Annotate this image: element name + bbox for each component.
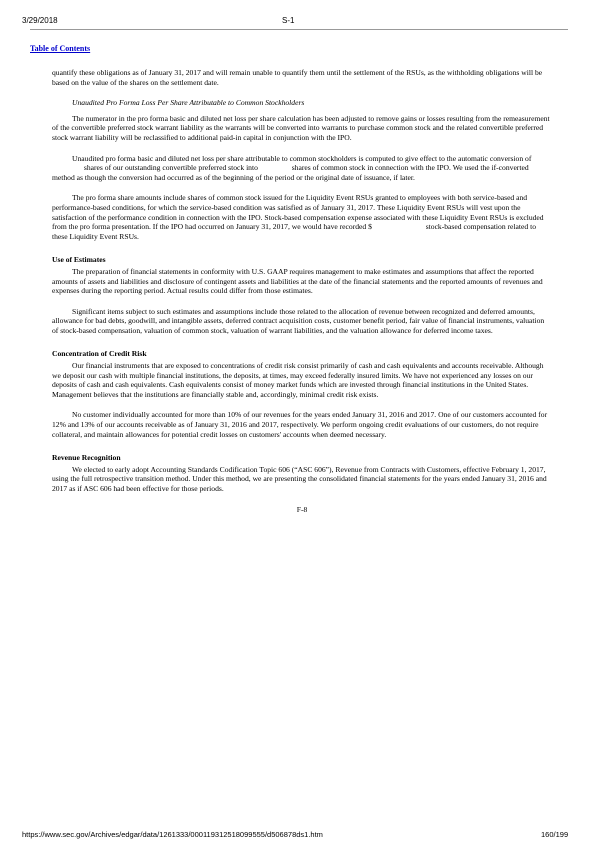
paragraph-financial-instruments: Our financial instruments that are exposed to concentrations of credit risk consist primarily of cash and cash equivalents and accounts receivable. Although we deposit our cash with multiple financial institutions, the deposits, at times, may exceed federally insured limits. We have not experienced any losses on our deposits of cash and cash equivalents. Cash equivalents consist of money market funds which are invested through financial institutions in the United States. Management believes that the institutions are financially stable and, accordingly, minimal credit risk exists. [52,361,544,399]
text-segment: shares of common stock in connection with the IPO. We used the if-converted method as though the conversion had occurred as of the beginning of the period or the original date of issuance, if later. [52,163,529,182]
paragraph-customers: No customer individually accounted for more than 10% of our revenues for the years ended January 31, 2016 and 2017. One of our customers accounted for 12% and 13% of our accounts receivable as of January 31, 2016 and 2017, respectively. We perform ongoing credit evaluations of our customers, do not require collateral, and maintain allowances for potential credit losses on customers' accounts when deemed necessary. [52,410,548,439]
subheading-pro-forma: Unaudited Pro Forma Loss Per Share Attributable to Common Stockholders [72,98,305,108]
page-count: 160/199 [541,830,569,839]
page-number: F-8 [296,504,308,514]
paragraph-pro-forma-conversion [52,154,552,183]
paragraph-asc-606: We elected to early adopt Accounting Standards Codification Topic 606 (“ASC 606”), Revenue from Contracts with Customers, effective February 1, 2017, using the full retrospective transition method. Under this method, we are presenting the consolidated financial statements for the years ended January 31, 2016 and 2017 as if ASC 606 had been effective for those periods. [52,464,547,493]
section-heading-use-of-estimates: Use of Estimates [52,255,106,265]
paragraph-numerator: The numerator in the pro forma basic and diluted net loss per share calculation has been adjusted to remove gains or losses resulting from the remeasurement of the convertible preferred stock warrant liability as the warrants will be converted into warrants to purchase common stock and the related convertible preferred stock warrant liability will be reclassified to additional paid-in capital in conjunction with the IPO. [52,113,550,142]
text-segment: The pro forma share amounts include shares of common stock issued for the Liquidity Event RSUs granted to employees with both service-based and performance-based conditions, for which the service-based condition was satisfied as of January 31, 2017. These Liquidity Event RSUs will vest upon the satisfaction of the performance condition in connection with the IPO. Stock-based compensation expense associated with these Liquidity Event RSUs is excluded from the pro forma presentation. If the IPO had occurred on January 31, 2017, we would have recorded $ [52,193,544,232]
source-url: https://www.sec.gov/Archives/edgar/data/1261333/000119312518099555/d506878ds1.htm [22,830,323,839]
print-header [0,0,600,30]
text-segment: Unaudited pro forma basic and diluted net loss per share attributable to common stockholders is computed to give effect to the automatic conversion of [72,153,532,163]
table-of-contents-link[interactable]: Table of Contents [30,44,91,53]
paragraph-significant-items: Significant items subject to such estimates and assumptions include those related to the allocation of revenue between recognized and deferred amounts, allowance for bad debts, goodwill, and intangible assets, deferred contract acquisition costs, customer benefit period, fair value of financial instruments, valuation of stock-based compensation, valuation of common stock, valuation of warrant liabilities, and the valuation allowance for deferred income taxes. [52,306,545,335]
paragraph-share-amounts [52,193,552,241]
section-heading-revenue-recognition: Revenue Recognition [52,453,121,463]
paragraph-continued: quantify these obligations as of January 31, 2017 and will remain unable to quantify them until the settlement of the RSUs, as the withholding obligations will be based on the value of the shares on the settlement date. [52,68,543,87]
document-body [52,68,552,514]
paragraph-estimates: The preparation of financial statements in conformity with U.S. GAAP requires management to make estimates and assumptions that affect the reported amounts of assets and liabilities and disclosure of contingent assets and liabilities at the date of the financial statements and the reported amounts of revenues and expenses during the reporting period. Actual results could differ from those estimates. [52,266,543,296]
header-divider [30,29,568,30]
print-date: 3/29/2018 [22,16,58,25]
document-title: S-1 [282,16,295,25]
text-segment: shares of our outstanding convertible preferred stock into [83,163,258,173]
text-segment: stock-based compensation related to these Liquidity Event RSUs. [52,222,536,241]
section-heading-credit-risk: Concentration of Credit Risk [52,349,147,359]
